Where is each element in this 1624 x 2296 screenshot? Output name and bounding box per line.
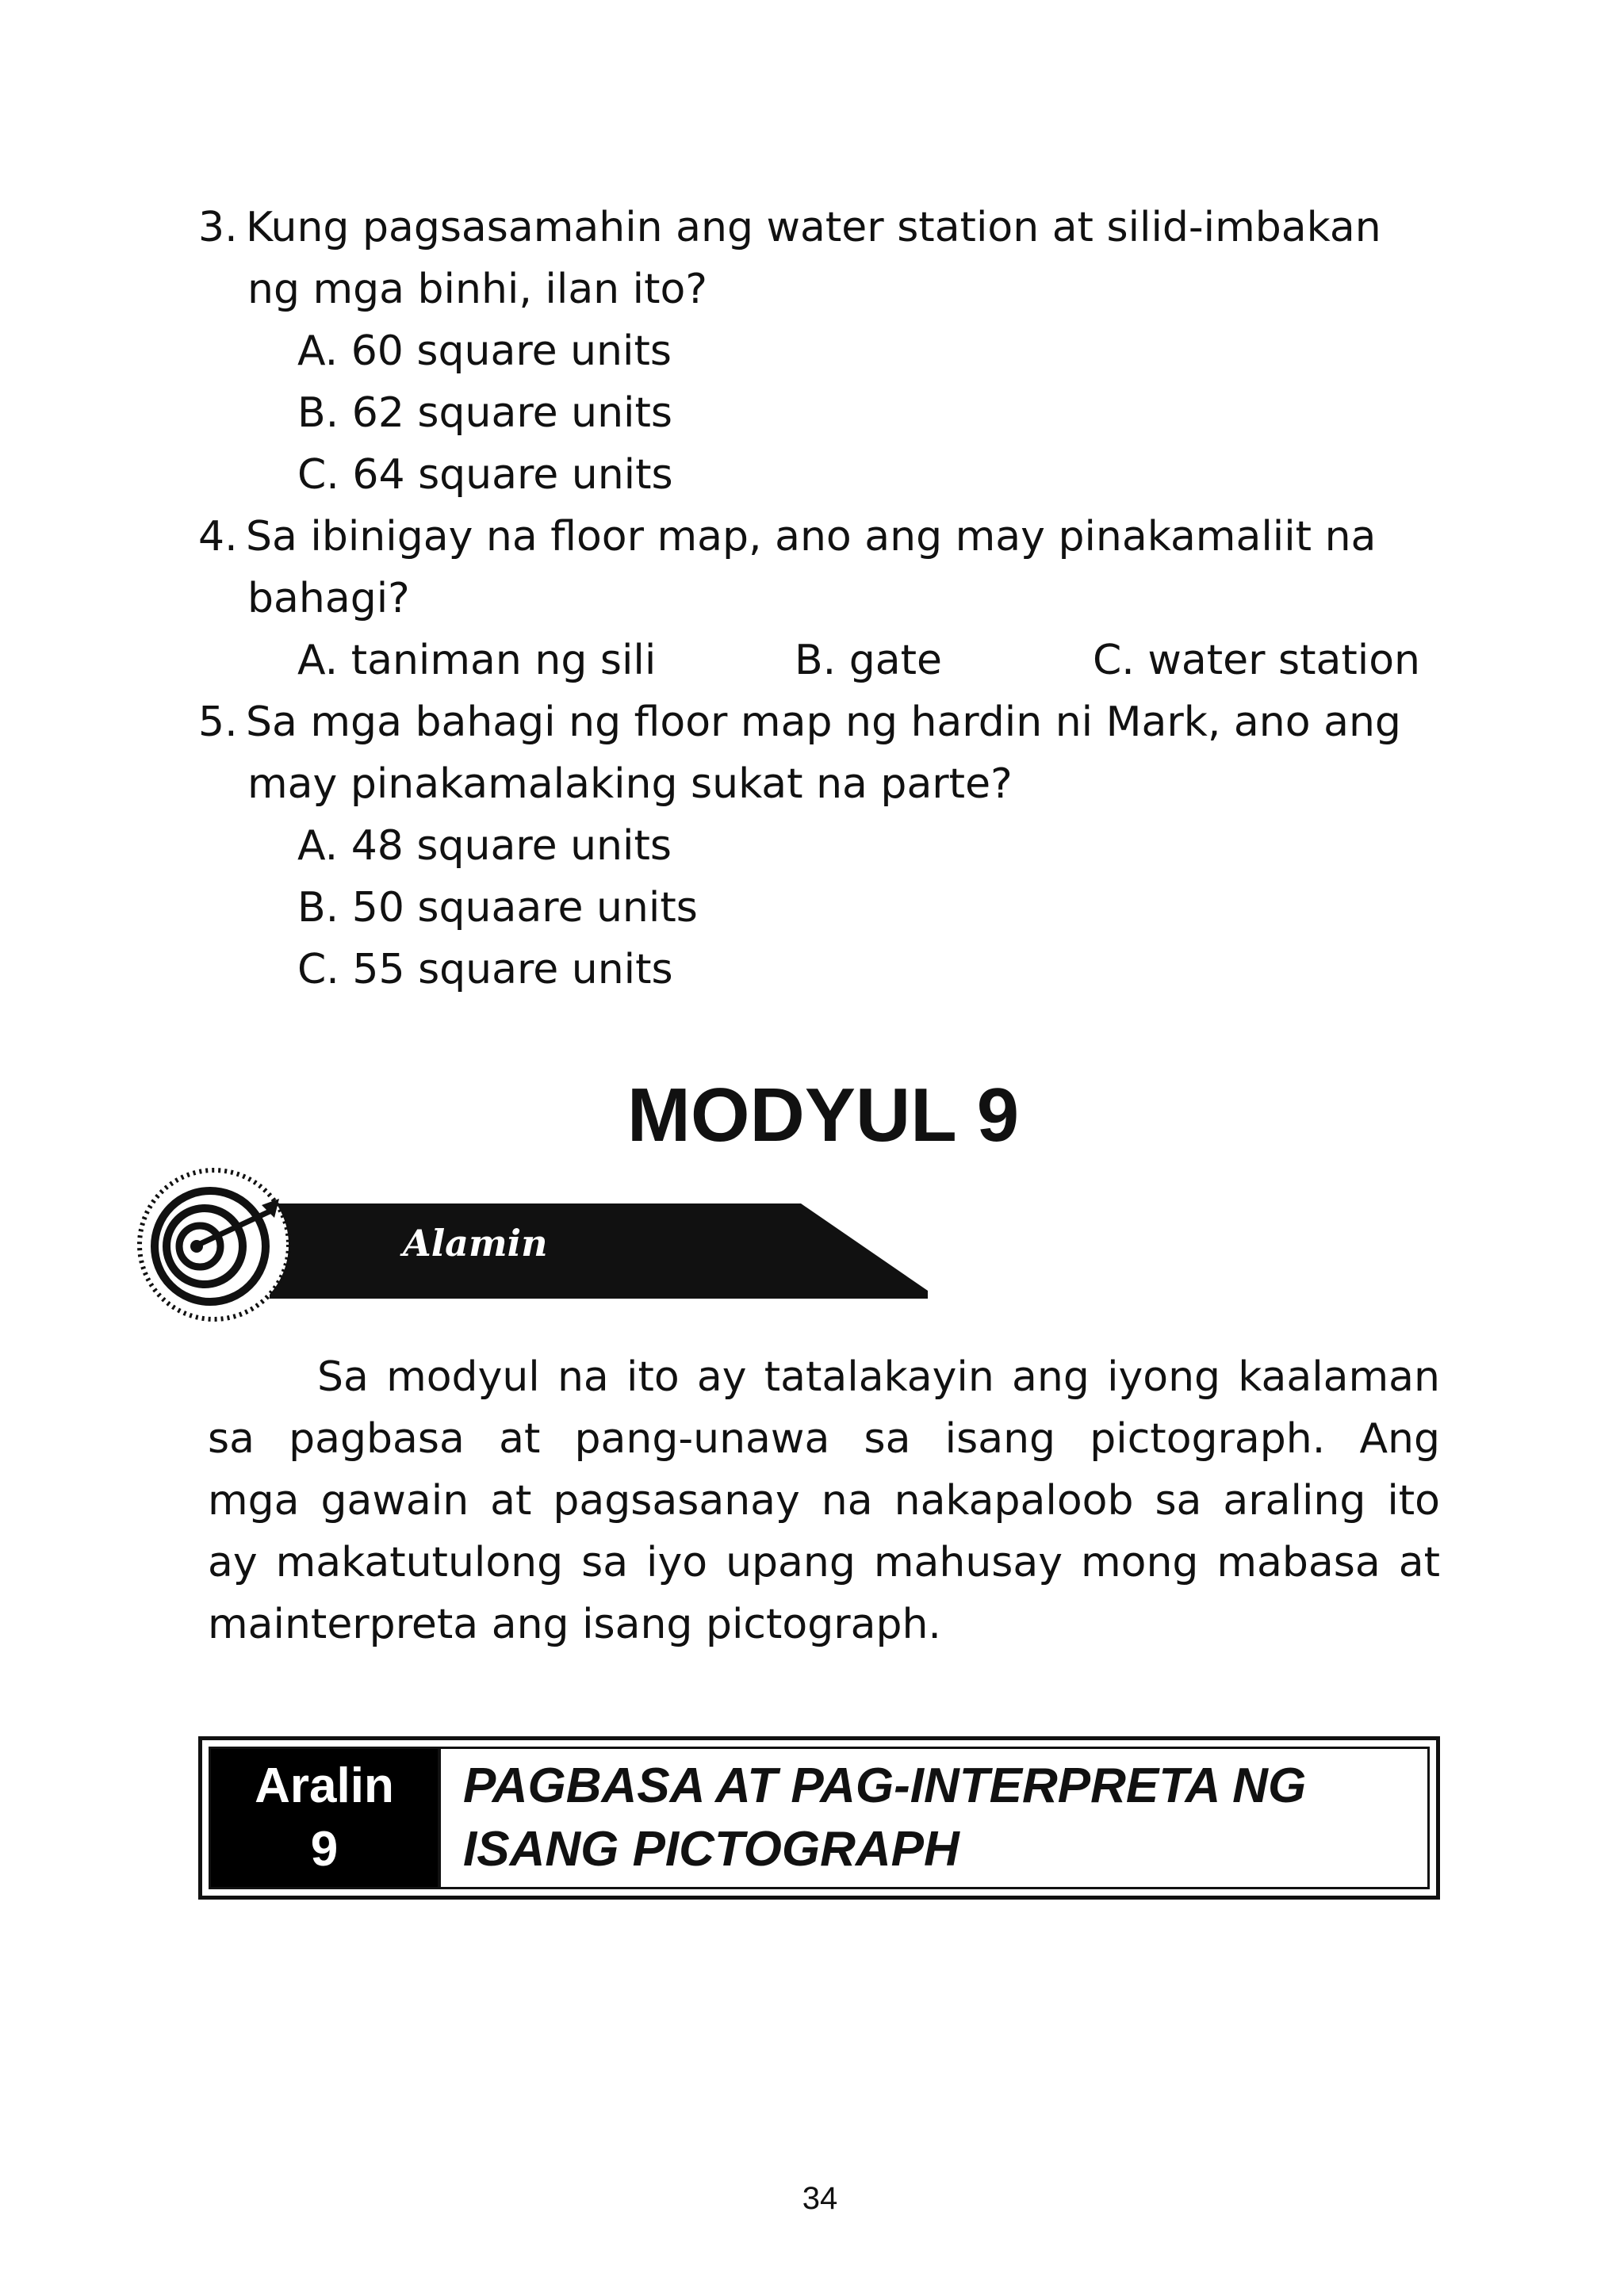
question-number: 5.: [198, 698, 238, 746]
choice-3a: A. 60 square units: [297, 327, 672, 375]
target-icon: [140, 1170, 289, 1319]
page-number: 34: [802, 2181, 838, 2216]
intro-line-2: sa pagbasa at pang-unawa sa isang pictograph. Ang: [208, 1415, 1440, 1463]
lesson-label-word: Aralin: [255, 1758, 394, 1813]
intro-line-4: ay makatutulong sa iyo upang mahusay mong mabasa at: [208, 1539, 1440, 1586]
question-5-line2: may pinakamalaking sukat na parte?: [247, 760, 1013, 808]
question-3-line2: ng mga binhi, ilan ito?: [247, 266, 707, 313]
question-text: Sa mga bahagi ng floor map ng hardin ni Mark, ano ang: [246, 698, 1401, 746]
lesson-box: [198, 1736, 1440, 1900]
intro-line-1: Sa modyul na ito ay tatalakayin ang iyong kaalaman: [317, 1353, 1440, 1401]
alamin-banner-bar: [270, 1203, 928, 1299]
choice-4b: B. gate: [795, 637, 942, 684]
lesson-title: [438, 1749, 1427, 1887]
choice-5b: B. 50 squaare units: [297, 884, 698, 932]
intro-line-3: mga gawain at pagsasanay na nakapaloob sa araling ito: [208, 1477, 1440, 1525]
question-5: [198, 691, 1401, 753]
alamin-banner-underline: [270, 1291, 928, 1295]
choice-5c: C. 55 square units: [297, 946, 673, 993]
lesson-title-line2: ISANG PICTOGRAPH: [463, 1822, 959, 1877]
question-4: [198, 506, 1376, 568]
choice-3c: C. 64 square units: [297, 451, 673, 499]
question-number: 3.: [198, 204, 238, 251]
question-text: Kung pagsasamahin ang water station at silid-imbakan: [246, 204, 1381, 251]
question-4-line2: bahagi?: [247, 575, 410, 622]
module-title: MODYUL 9: [626, 1073, 1020, 1158]
lesson-label: [211, 1749, 438, 1887]
choice-4c: C. water station: [1093, 637, 1421, 684]
choice-3b: B. 62 square units: [297, 389, 672, 437]
lesson-box-inner: [209, 1747, 1430, 1889]
alamin-label: Alamin: [403, 1222, 548, 1265]
intro-line-5: mainterpreta ang isang pictograph.: [208, 1601, 941, 1648]
choice-4a: A. taniman ng sili: [297, 637, 657, 684]
question-number: 4.: [198, 513, 238, 561]
lesson-label-number: 9: [310, 1822, 339, 1877]
choice-5a: A. 48 square units: [297, 822, 672, 870]
question-3: [198, 197, 1381, 258]
lesson-title-line1: PAGBASA AT PAG-INTERPRETA NG: [463, 1758, 1307, 1813]
question-text: Sa ibinigay na floor map, ano ang may pinakamaliit na: [246, 513, 1377, 561]
